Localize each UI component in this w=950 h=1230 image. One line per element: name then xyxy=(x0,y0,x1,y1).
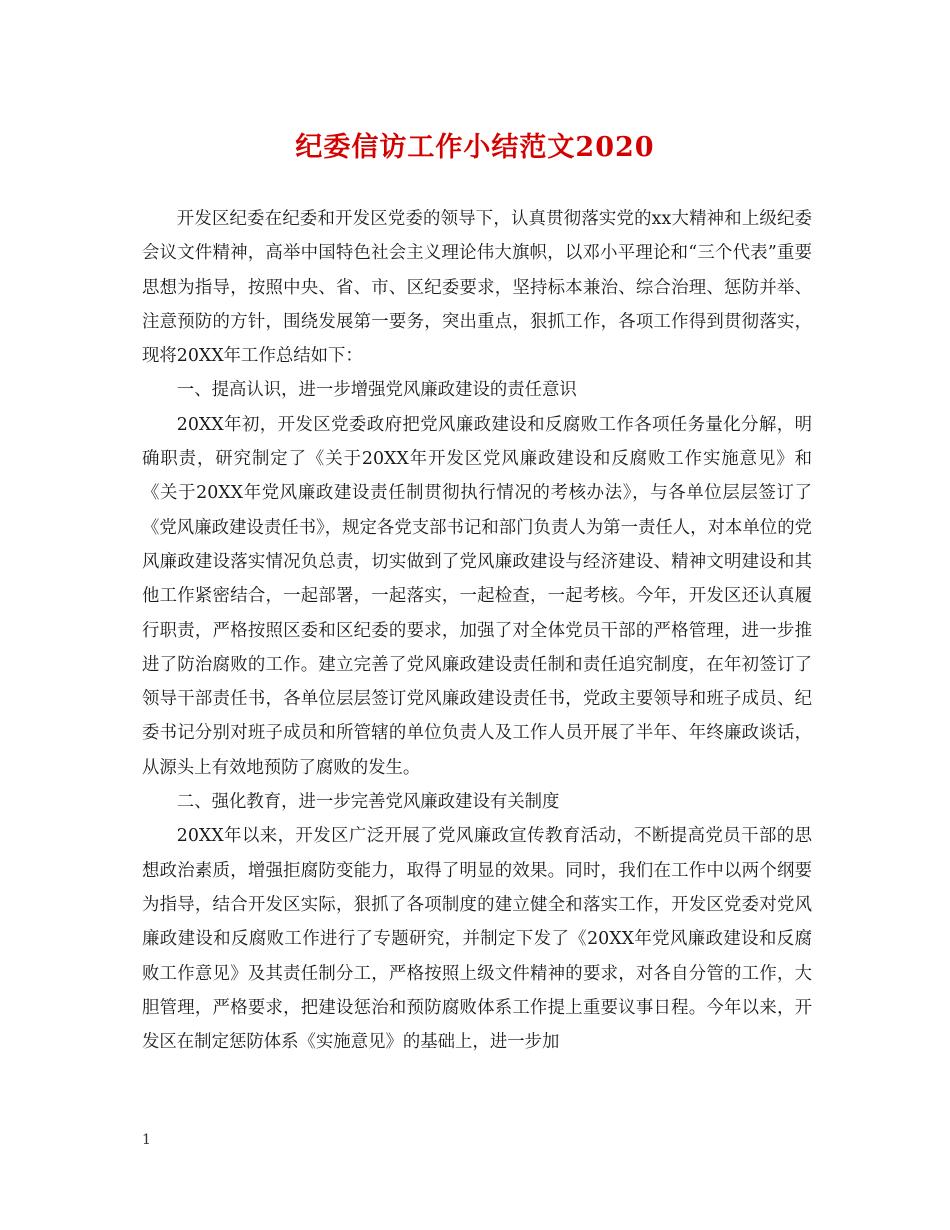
document-title: 纪委信访工作小结范文2020 xyxy=(295,132,655,163)
section-heading-2: 二、强化教育，进一步完善党风廉政建设有关制度 xyxy=(176,792,560,813)
document-body xyxy=(142,202,812,1059)
section-2-paragraph: 20XX年以来，开发区广泛开展了党风廉政宣传教育活动，不断提高党员干部的思想政治素质，增强拒腐防变能力，取得了明显的效果。同时，我们在工作中以两个纲要为指导，结合开发区实际，狠抓了各项制度的建立健全和落实工作，开发区党委对党风廉政建设和反腐败工作进行了专题研究，并制定下发了《20XX年党风廉政建设和反腐败工作意见》及其责任制分工，严格按照上级文件精神的要求，对各自分管的工作，大胆管理，严格要求，把建设惩治和预防腐败体系工作提上重要议事日程。今年以来，开发区在制定惩防体系《实施意见》的基础上，进一步加 xyxy=(142,826,812,1053)
intro-paragraph: 开发区纪委在纪委和开发区党委的领导下，认真贯彻落实党的xx大精神和上级纪委会议文件精神，高举中国特色社会主义理论伟大旗帜，以邓小平理论和“三个代表”重要思想为指导，按照中央、省、市、区纪委要求，坚持标本兼治、综合治理、惩防并举、注意预防的方针，围绕发展第一要务，突出重点，狠抓工作，各项工作得到贯彻落实，现将20XX年工作总结如下： xyxy=(142,209,812,367)
section-heading-1: 一、提高认识，进一步增强党风廉政建设的责任意识 xyxy=(176,380,577,401)
page-number: 1 xyxy=(142,1132,151,1148)
section-1-paragraph: 20XX年初，开发区党委政府把党风廉政建设和反腐败工作各项任务量化分解，明确职责，研究制定了《关于20XX年开发区党风廉政建设和反腐败工作实施意见》和《关于20XX年党风廉政建设责任制贯彻执行情况的考核办法》，与各单位层层签订了《党风廉政建设责任书》，规定各党支部书记和部门负责人为第一责任人，对本单位的党风廉政建设落实情况负总责，切实做到了党风廉政建设与经济建设、精神文明建设和其他工作紧密结合，一起部署，一起落实，一起检查，一起考核。今年，开发区还认真履行职责，严格按照区委和区纪委的要求，加强了对全体党员干部的严格管理，进一步推进了防治腐败的工作。建立完善了党风廉政建设责任制和责任追究制度，在年初签订了领导干部责任书，各单位层层签订党风廉政建设责任书，党政主要领导和班子成员、纪委书记分别对班子成员和所管辖的单位负责人及工作人员开展了半年、年终廉政谈话，从源头上有效地预防了腐败的发生。 xyxy=(142,414,812,778)
